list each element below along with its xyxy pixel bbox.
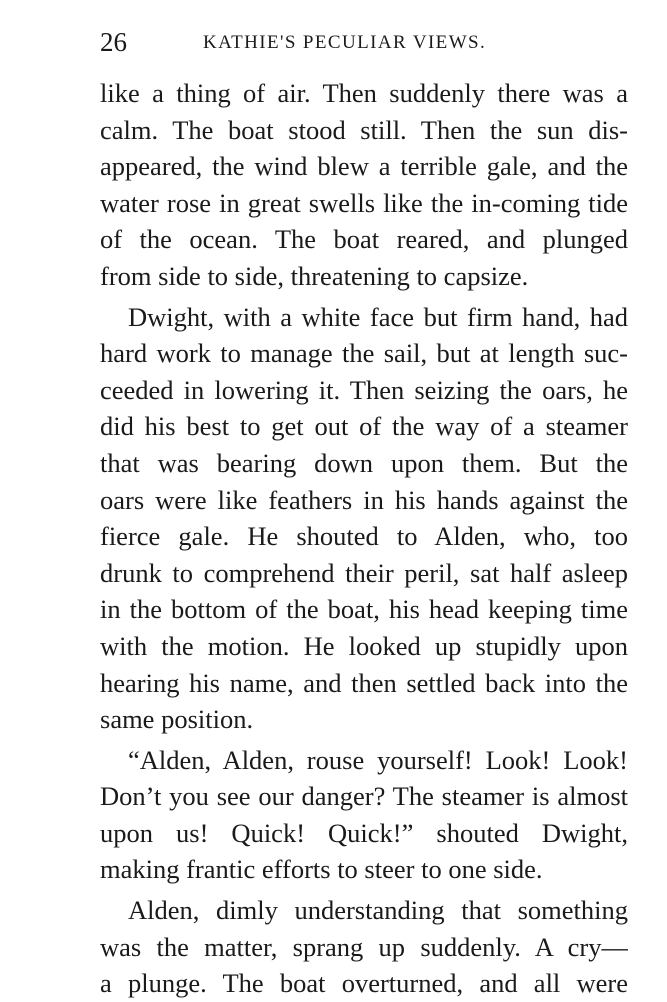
text-line: ceeded in lowering it. Then seizing the oars, he [100, 374, 628, 405]
text-line: with the motion. He looked up stupidly upon [100, 630, 628, 661]
text-line: that was bearing down upon them. But the [100, 447, 628, 478]
text-line: Dwight, with a white face but firm hand, had [128, 301, 628, 332]
text-line: making frantic efforts to steer to one side. [100, 854, 543, 885]
paragraph [100, 299, 628, 738]
page-number: 26 [100, 27, 127, 57]
paragraph [100, 75, 628, 295]
paragraph [100, 742, 628, 888]
text-line: calm. The boat stood still. Then the sun dis- [100, 114, 628, 145]
text-line: “Alden, Alden, rouse yourself! Look! Look! [128, 744, 628, 775]
text-line: was the matter, sprang up suddenly. A cry— [100, 931, 628, 962]
text-line: like a thing of air. Then suddenly there was a [100, 78, 628, 108]
text-line: hearing his name, and then settled back into the [100, 667, 628, 698]
text-line: fierce gale. He shouted to Alden, who, too [100, 521, 628, 552]
text-line: a plunge. The boat overturned, and all were [100, 968, 628, 999]
text-line: drunk to comprehend their peril, sat half asleep [100, 557, 628, 588]
running-title: KATHIE'S PECULIAR VIEWS. [203, 32, 487, 53]
text-line: of the ocean. The boat reared, and plunged [100, 224, 628, 255]
text-line: hard work to manage the sail, but at length suc- [100, 338, 628, 369]
text-line: appeared, the wind blew a terrible gale, and the [100, 151, 628, 182]
running-head [100, 22, 628, 62]
text-line: same position. [100, 704, 254, 735]
text-line: from side to side, threatening to capsize. [100, 260, 529, 291]
text-line: did his best to get out of the way of a steamer [100, 411, 628, 442]
text-line: oars were like feathers in his hands against the [100, 484, 628, 515]
text-line: water rose in great swells like the in-coming tide [100, 187, 628, 218]
text-line: upon us! Quick! Quick!” shouted Dwight, [100, 817, 628, 848]
text-line: Don’t you see our danger? The steamer is almost [100, 781, 628, 812]
text-line: Alden, dimly understanding that something [128, 895, 628, 926]
body-text [100, 75, 628, 1002]
paragraph [100, 892, 628, 1002]
text-line: in the bottom of the boat, his head keeping time [100, 594, 628, 625]
